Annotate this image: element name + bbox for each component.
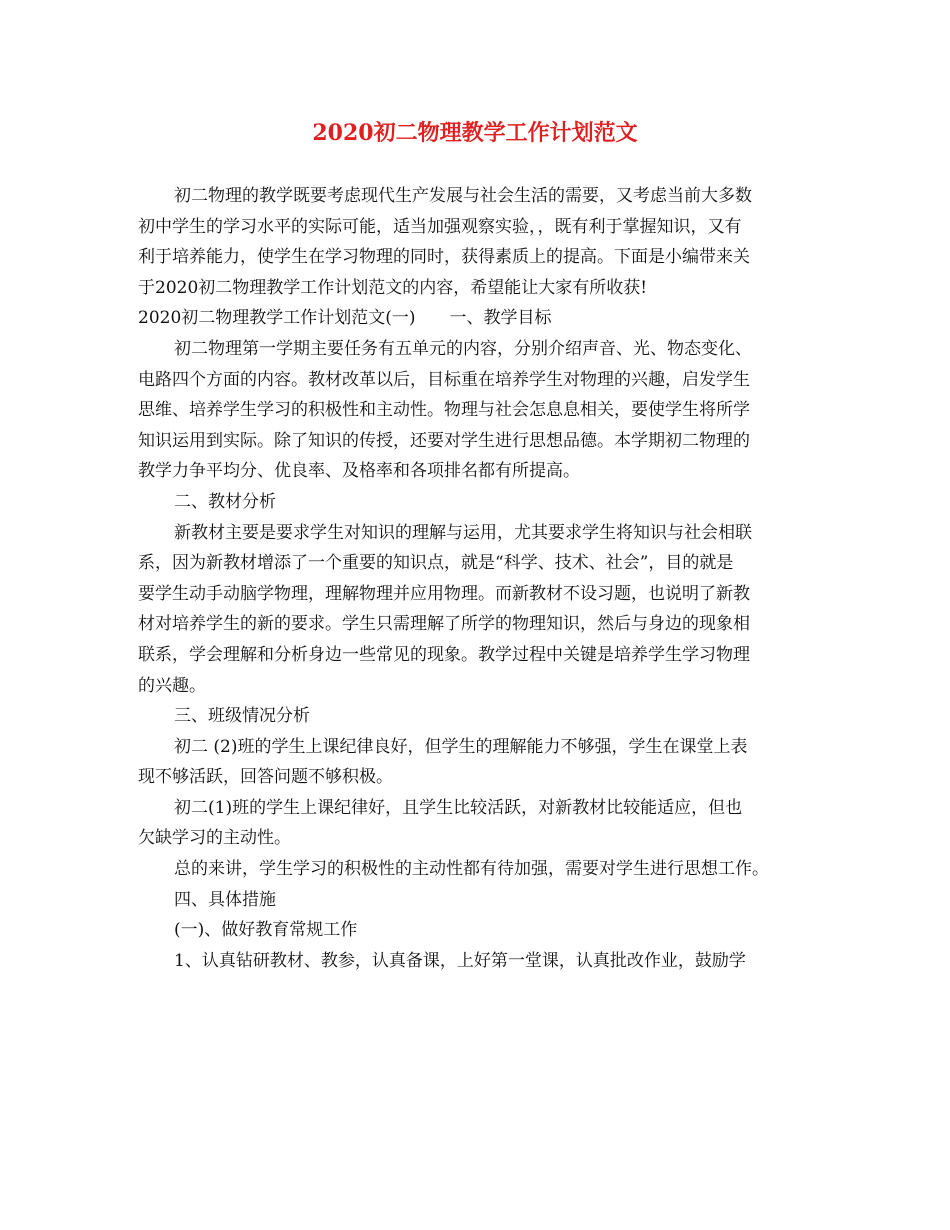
- body-line: 三、班级情况分析: [174, 706, 310, 727]
- body-line: 教学力争平均分、优良率、及格率和各项排名都有所提高。: [138, 461, 580, 482]
- body-line: 初二 (2)班的学生上课纪律良好，但学生的理解能力不够强，学生在课堂上表: [174, 736, 748, 757]
- document-title: 2020初二物理教学工作计划范文: [312, 120, 638, 146]
- body-line: 初二物理第一学期主要任务有五单元的内容，分别介绍声音、光、物态变化、: [174, 338, 752, 359]
- body-line: 初中学生的学习水平的实际可能，适当加强观察实验，，既有利于掌握知识，又有: [138, 216, 742, 237]
- body-line: 材对培养学生的新的要求。学生只需理解了所学的物理知识，然后与身边的现象相: [138, 614, 750, 635]
- body-line: 二、教材分析: [174, 491, 276, 512]
- body-line: 总的来讲，学生学习的积极性的主动性都有待加强，需要对学生进行思想工作。: [174, 859, 769, 880]
- body-line: 知识运用到实际。除了知识的传授，还要对学生进行思想品德。本学期初二物理的: [138, 430, 750, 451]
- body-line: 电路四个方面的内容。教材改革以后，目标重在培养学生对物理的兴趣，启发学生: [138, 369, 750, 390]
- body-line: 于2020初二物理教学工作计划范文的内容，希望能让大家有所收获!: [138, 277, 648, 298]
- body-line: 四、具体措施: [174, 889, 276, 910]
- body-line: 初二(1)班的学生上课纪律好，且学生比较活跃，对新教材比较能适应，但也: [174, 797, 743, 818]
- body-line: 新教材主要是要求学生对知识的理解与运用，尤其要求学生将知识与社会相联: [174, 522, 752, 543]
- body-line: 利于培养能力，使学生在学习物理的同时，获得素质上的提高。下面是小编带来关: [138, 247, 750, 268]
- body-line: 系，因为新教材增添了一个重要的知识点，就是“科学、技术、社会”，目的就是: [138, 553, 734, 574]
- body-line: (一)、做好教育常规工作: [174, 920, 358, 941]
- body-line: 要学生动手动脑学物理，理解物理并应用物理。而新教材不设习题，也说明了新教: [138, 583, 750, 604]
- document-body: [138, 181, 828, 976]
- body-line: 1、认真钻研教材、教参，认真备课，上好第一堂课，认真批改作业，鼓励学: [174, 950, 746, 971]
- body-line: 欠缺学习的主动性。: [138, 828, 291, 849]
- body-line: 2020初二物理教学工作计划范文(一) 一、教学目标: [138, 308, 552, 329]
- body-line: 初二物理的教学既要考虑现代生产发展与社会生活的需要，又考虑当前大多数: [174, 186, 752, 206]
- body-line: 现不够活跃，回答问题不够积极。: [138, 767, 393, 788]
- body-line: 思维、培养学生学习的积极性和主动性。物理与社会怎息息相关，要使学生将所学: [138, 400, 750, 421]
- body-line: 的兴趣。: [138, 675, 206, 696]
- body-line: 联系，学会理解和分析身边一些常见的现象。教学过程中关键是培养学生学习物理: [138, 644, 750, 665]
